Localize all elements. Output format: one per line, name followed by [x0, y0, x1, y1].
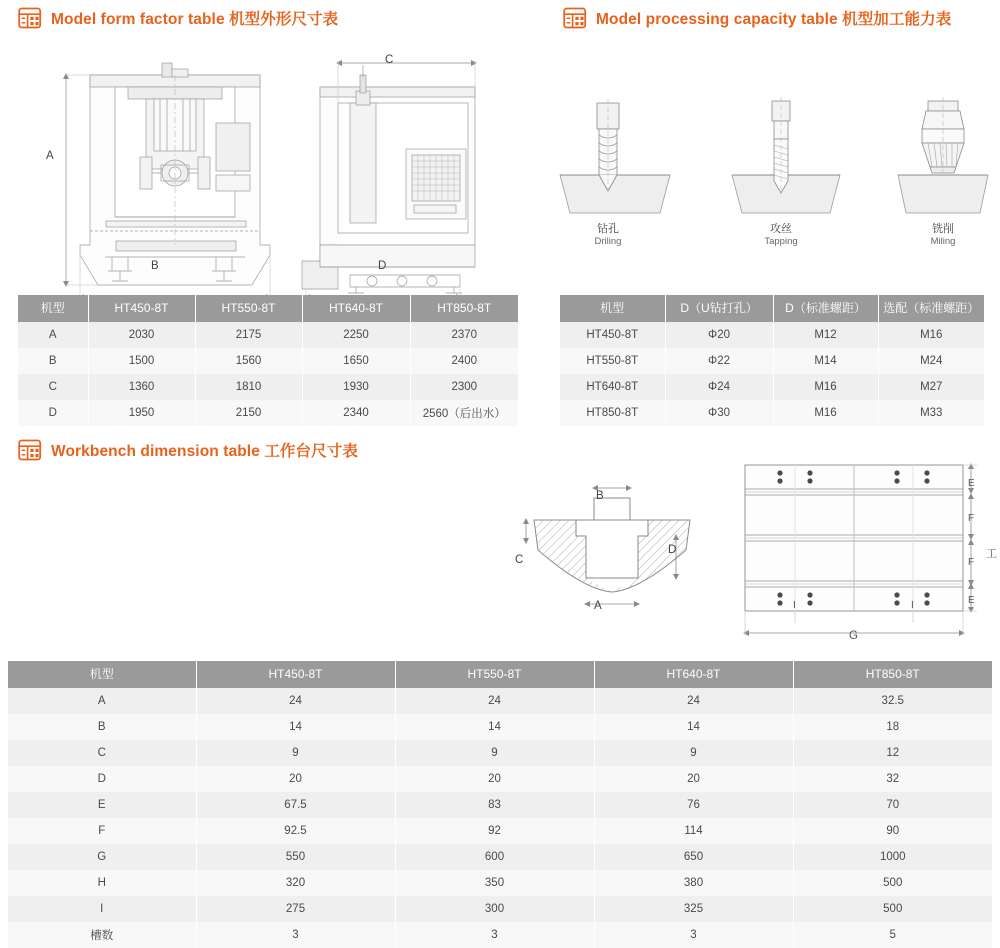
milling-cutter-icon: [898, 97, 988, 213]
cell: M27: [878, 374, 984, 400]
drawing-label-tapping-cn: 攻丝: [770, 223, 792, 235]
cell: HT450-8T: [560, 322, 665, 348]
cell: 14: [196, 714, 395, 740]
table-header-row: [8, 661, 992, 688]
cell: 2300: [410, 374, 518, 400]
form-factor-table: [18, 295, 518, 426]
table-row: [8, 714, 992, 740]
cell: 14: [395, 714, 594, 740]
col-header: 机型: [560, 295, 665, 322]
table-row: [8, 870, 992, 896]
table-header-row: [18, 295, 518, 322]
worktable-top-view: [735, 455, 985, 645]
slot-label-d: D: [668, 544, 677, 556]
cell: 114: [594, 818, 793, 844]
table-icon: [563, 6, 587, 30]
table-label-gong: 工: [986, 548, 997, 560]
slot-label-a: A: [594, 600, 602, 612]
cell: D: [8, 766, 196, 792]
table-header-row: [560, 295, 984, 322]
cell: 650: [594, 844, 793, 870]
cell: 1000: [793, 844, 992, 870]
table-label-e-top: E: [968, 478, 975, 489]
workbench-table: [8, 661, 992, 948]
slot-label-c: C: [515, 554, 524, 566]
cell: 380: [594, 870, 793, 896]
section-heading-capacity: [563, 6, 951, 30]
cell: 76: [594, 792, 793, 818]
cell: E: [8, 792, 196, 818]
tap-tool-icon: [732, 97, 840, 213]
drawing-label-drilling-cn: 钻孔: [597, 223, 619, 235]
cell: 1950: [88, 400, 195, 426]
col-header: HT640-8T: [302, 295, 410, 322]
col-header: D（U钻打孔）: [665, 295, 773, 322]
cell: 2250: [302, 322, 410, 348]
dimension-label-a: A: [46, 150, 54, 162]
cell: M33: [878, 400, 984, 426]
cell: 2150: [195, 400, 302, 426]
table-row: [18, 348, 518, 374]
cell: F: [8, 818, 196, 844]
col-header: HT850-8T: [410, 295, 518, 322]
cell: 500: [793, 896, 992, 922]
col-header: HT850-8T: [793, 661, 992, 688]
table-row: [8, 740, 992, 766]
cell: 20: [594, 766, 793, 792]
cell: 2175: [195, 322, 302, 348]
cell: H: [8, 870, 196, 896]
table-row: [8, 792, 992, 818]
cell: 600: [395, 844, 594, 870]
table-label-f-lower: F: [968, 557, 975, 568]
drawing-label-tapping-en: Tapping: [764, 236, 798, 247]
table-row: [560, 322, 984, 348]
cell: 325: [594, 896, 793, 922]
cell: 槽数: [8, 922, 196, 948]
cell: 5: [793, 922, 992, 948]
cell: 3: [196, 922, 395, 948]
col-header: 机型: [8, 661, 196, 688]
table-label-f-upper: F: [968, 513, 975, 524]
cell: 24: [395, 688, 594, 714]
col-header: HT640-8T: [594, 661, 793, 688]
cell: B: [8, 714, 196, 740]
cell: 1810: [195, 374, 302, 400]
cell: Φ20: [665, 322, 773, 348]
cell: 2400: [410, 348, 518, 374]
cell: 275: [196, 896, 395, 922]
cell: 1650: [302, 348, 410, 374]
cell: 2340: [302, 400, 410, 426]
col-header: 机型: [18, 295, 88, 322]
cell: 83: [395, 792, 594, 818]
cell: M16: [773, 400, 878, 426]
cell: M16: [878, 322, 984, 348]
slot-label-b: B: [596, 490, 604, 502]
cell: M24: [878, 348, 984, 374]
cell: 70: [793, 792, 992, 818]
cell: HT550-8T: [560, 348, 665, 374]
table-label-g: G: [849, 630, 858, 642]
cell: 32.5: [793, 688, 992, 714]
cell: C: [18, 374, 88, 400]
cell: 2030: [88, 322, 195, 348]
cell: 1930: [302, 374, 410, 400]
table-row: [8, 818, 992, 844]
cell: 1500: [88, 348, 195, 374]
drawing-label-drilling-en: Driling: [594, 236, 622, 247]
tslot-drawing: [490, 480, 720, 620]
cell: 350: [395, 870, 594, 896]
cell: 67.5: [196, 792, 395, 818]
cell: 1360: [88, 374, 195, 400]
capacity-table: [560, 295, 984, 426]
cell: 2560（后出水）: [410, 400, 518, 426]
cell: 1560: [195, 348, 302, 374]
col-header: HT550-8T: [395, 661, 594, 688]
cell: 92.5: [196, 818, 395, 844]
col-header: HT450-8T: [88, 295, 195, 322]
table-row: [18, 400, 518, 426]
table-label-i-right: I: [911, 600, 914, 611]
cell: 92: [395, 818, 594, 844]
cell: 320: [196, 870, 395, 896]
cell: 500: [793, 870, 992, 896]
table-label-e-bottom: E: [968, 595, 975, 606]
col-header: 选配（标准螺距）: [878, 295, 984, 322]
cell: HT850-8T: [560, 400, 665, 426]
table-row: [18, 374, 518, 400]
cell: D: [18, 400, 88, 426]
table-row: [8, 766, 992, 792]
cell: 24: [594, 688, 793, 714]
cell: Φ24: [665, 374, 773, 400]
cell: A: [18, 322, 88, 348]
cell: 9: [196, 740, 395, 766]
table-row: [560, 374, 984, 400]
cell: Φ22: [665, 348, 773, 374]
cell: B: [18, 348, 88, 374]
table-row: [8, 922, 992, 948]
cell: 18: [793, 714, 992, 740]
drill-bit-icon: [560, 99, 670, 213]
cell: 20: [395, 766, 594, 792]
table-row: [560, 400, 984, 426]
section-heading-workbench: [18, 438, 358, 462]
table-row: [8, 844, 992, 870]
cell: 20: [196, 766, 395, 792]
col-header: HT550-8T: [195, 295, 302, 322]
capacity-drawings: [540, 95, 990, 220]
table-label-i-left: I: [793, 600, 796, 611]
machine-drawing: [20, 45, 540, 285]
cell: M12: [773, 322, 878, 348]
cell: 24: [196, 688, 395, 714]
cell: C: [8, 740, 196, 766]
cell: 90: [793, 818, 992, 844]
cell: M16: [773, 374, 878, 400]
cell: HT640-8T: [560, 374, 665, 400]
table-row: [8, 896, 992, 922]
section-title-form-factor: Model form factor table 机型外形尺寸表: [51, 11, 339, 28]
table-icon: [18, 438, 42, 462]
table-row: [18, 322, 518, 348]
table-row: [560, 348, 984, 374]
section-heading-form-factor: [18, 6, 338, 30]
cell: I: [8, 896, 196, 922]
section-title-workbench: Workbench dimension table 工作台尺寸表: [51, 443, 358, 460]
table-icon: [18, 6, 42, 30]
cell: G: [8, 844, 196, 870]
cell: 3: [395, 922, 594, 948]
dimension-label-d: D: [378, 260, 387, 272]
table-row: [8, 688, 992, 714]
col-header: HT450-8T: [196, 661, 395, 688]
cell: Φ30: [665, 400, 773, 426]
col-header: D（标准螺距）: [773, 295, 878, 322]
section-title-capacity: Model processing capacity table 机型加工能力表: [596, 11, 952, 28]
cell: 2370: [410, 322, 518, 348]
cell: M14: [773, 348, 878, 374]
drawing-label-milling-en: Miling: [930, 236, 956, 247]
cell: 9: [594, 740, 793, 766]
drawing-label-milling-cn: 铣削: [932, 223, 954, 235]
cell: 300: [395, 896, 594, 922]
dimension-label-b: B: [151, 260, 159, 272]
cell: 32: [793, 766, 992, 792]
cell: 12: [793, 740, 992, 766]
dimension-label-c: C: [385, 54, 394, 66]
cell: 3: [594, 922, 793, 948]
cell: 550: [196, 844, 395, 870]
cell: A: [8, 688, 196, 714]
cell: 14: [594, 714, 793, 740]
cell: 9: [395, 740, 594, 766]
